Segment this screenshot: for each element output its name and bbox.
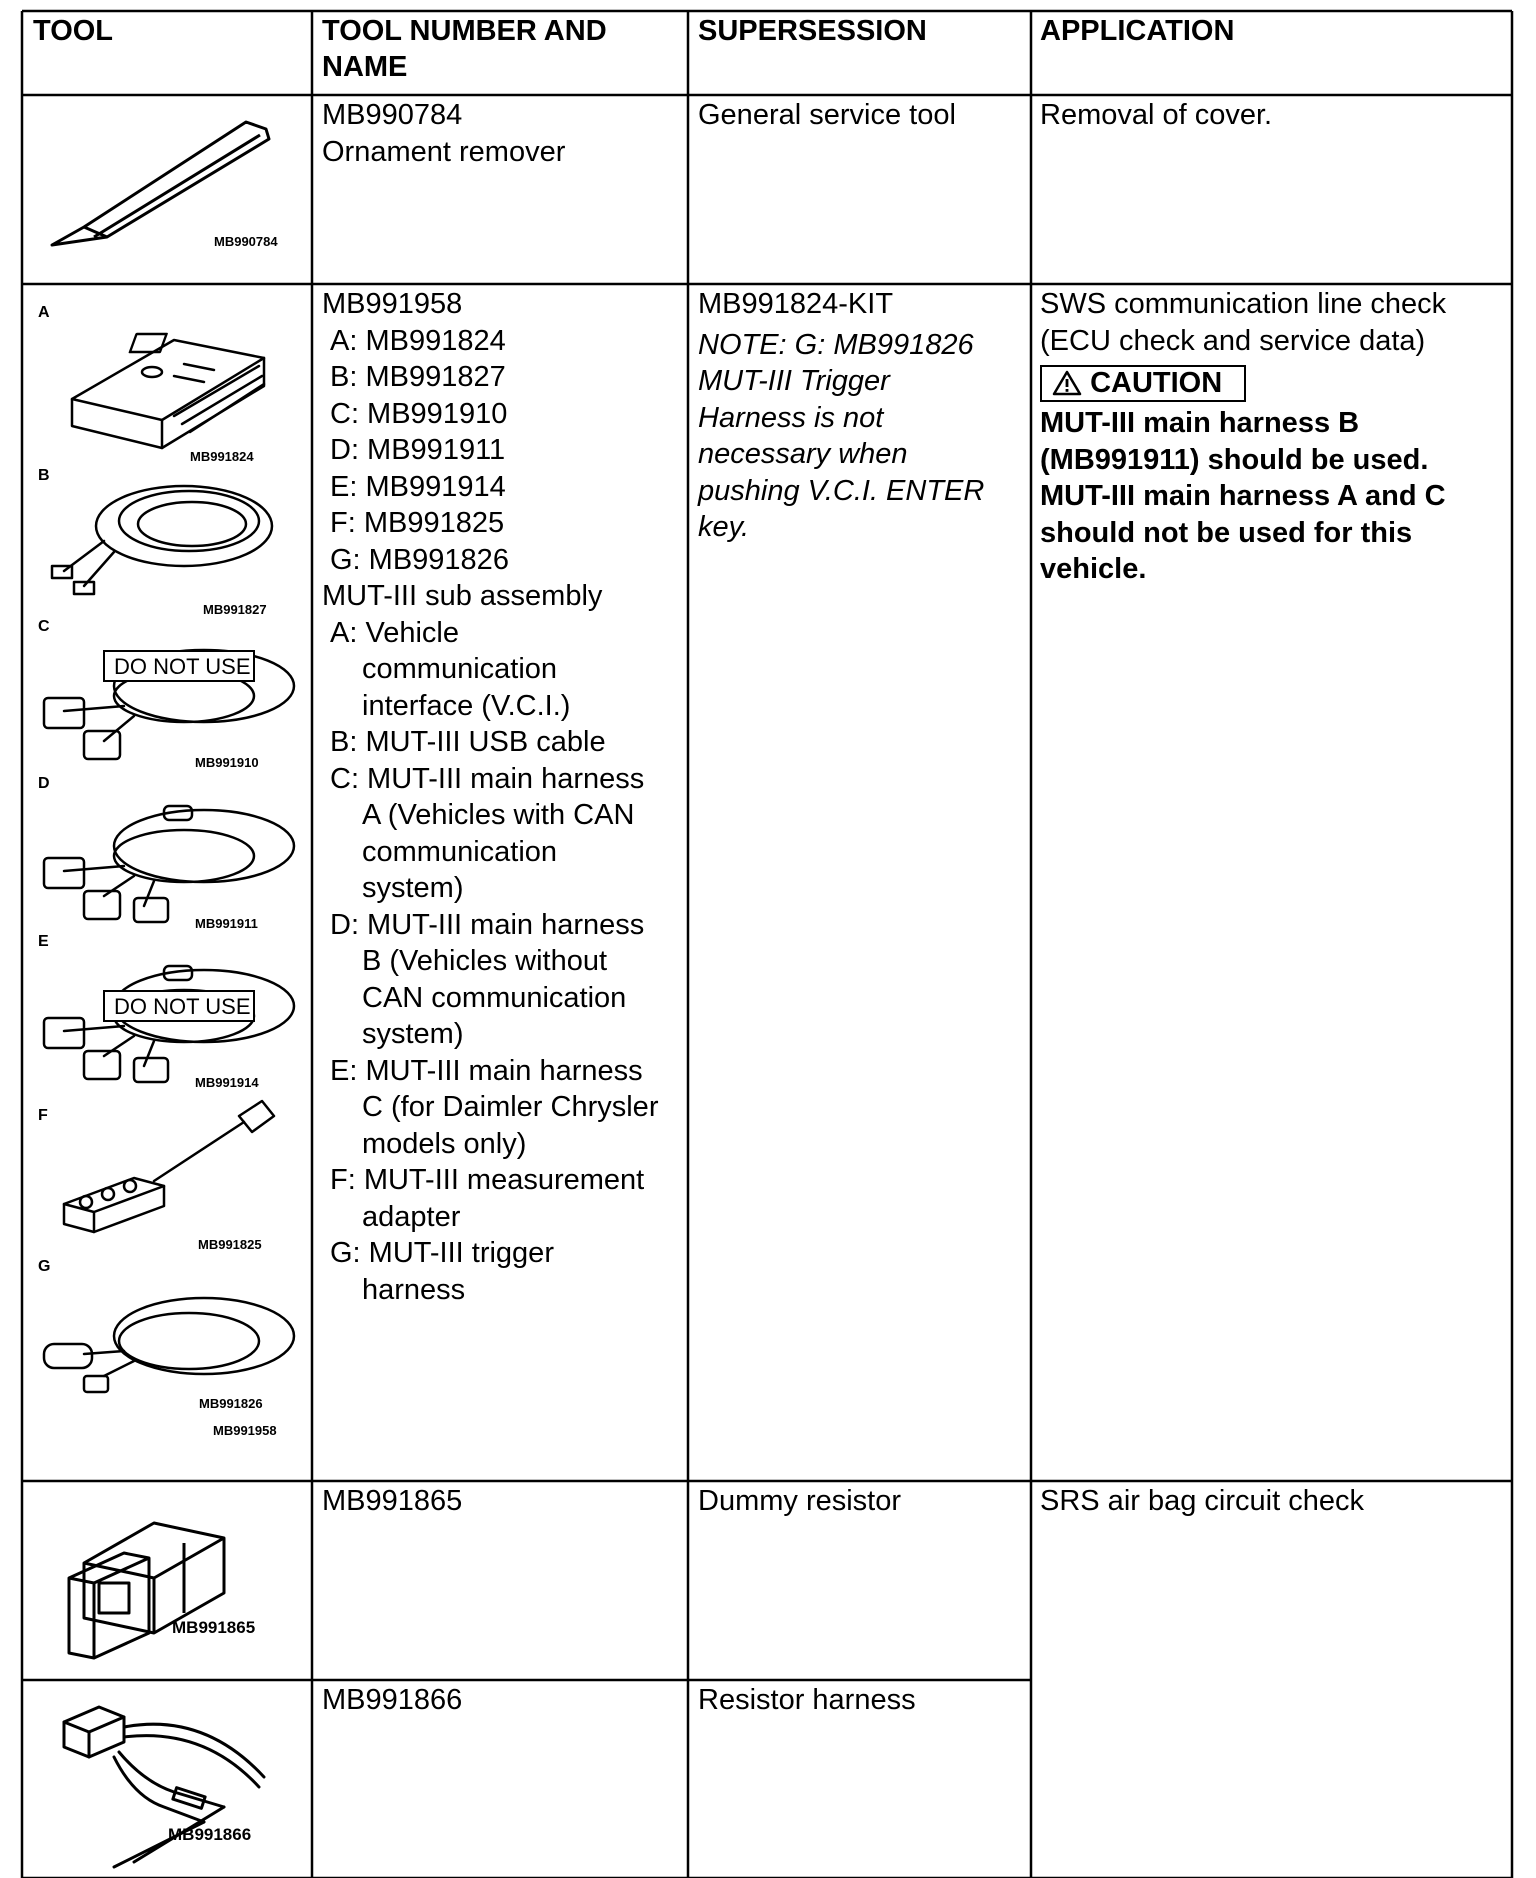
description-line: D: MUT-III main harness xyxy=(330,908,645,941)
row2-part-d: D: MB991911 xyxy=(330,434,506,466)
description-line: C: MUT-III main harness xyxy=(330,762,645,795)
caution-line: (MB991911) should be used. xyxy=(1040,443,1429,476)
dummy-resistor-illustration xyxy=(24,1483,310,1678)
trigger-harness-icon xyxy=(44,1298,294,1392)
description-line: models only) xyxy=(362,1127,527,1160)
dummy-resistor-icon xyxy=(69,1523,224,1658)
caution-line: MUT-III main harness B xyxy=(1040,407,1360,439)
description-line: F: MUT-III measurement xyxy=(330,1164,645,1196)
note-line: NOTE: G: MB991826 xyxy=(698,328,974,361)
tool-caption-mb991914: MB991914 xyxy=(195,1075,259,1090)
measurement-adapter-icon xyxy=(64,1101,274,1232)
tool-caption-mb991865: MB991865 xyxy=(172,1618,256,1637)
row2-part-g: G: MB991826 xyxy=(330,543,509,576)
description-line: B (Vehicles without xyxy=(362,945,608,977)
description-line: B: MUT-III USB cable xyxy=(330,726,606,758)
note-line: MUT-III Trigger xyxy=(698,365,890,397)
row1-supersession: General service tool xyxy=(698,99,956,131)
application-line: (ECU check and service data) xyxy=(1040,324,1426,357)
mut3-set-illustration xyxy=(24,286,310,1479)
tool-letter-f: F xyxy=(38,1107,48,1124)
description-line: communication xyxy=(362,653,558,685)
row4-supersession: Resistor harness xyxy=(698,1684,916,1716)
tool-letter-g: G xyxy=(38,1258,51,1275)
usb-cable-icon xyxy=(52,486,272,594)
caution-text xyxy=(1040,405,1446,588)
header-tool: TOOL xyxy=(33,15,114,47)
row3-supersession: Dummy resistor xyxy=(698,1485,902,1517)
row2-number: MB991958 xyxy=(322,288,463,320)
tool-caption-mb991866: MB991866 xyxy=(168,1825,252,1844)
tool-letter-c: C xyxy=(38,618,50,635)
do-not-use-text-e: DO NOT USE xyxy=(114,994,251,1019)
row2-supersession xyxy=(698,286,984,546)
tool-letter-a: A xyxy=(38,304,50,321)
tool-caption-mb991911: MB991911 xyxy=(195,916,258,931)
tool-letter-d: D xyxy=(38,775,50,792)
tool-caption-mb990784: MB990784 xyxy=(214,234,278,249)
description-line: A (Vehicles with CAN xyxy=(362,799,635,831)
row2-part-a: A: MB991824 xyxy=(330,324,506,357)
description-line: communication xyxy=(362,835,558,868)
row3-application: SRS air bag circuit check xyxy=(1040,1485,1364,1517)
description-line: harness xyxy=(362,1273,466,1306)
caution-label: CAUTION xyxy=(1090,367,1223,399)
tool-caption-mb991825: MB991825 xyxy=(198,1237,262,1252)
caution-box xyxy=(1040,365,1246,402)
row1-name: Ornament remover xyxy=(322,135,566,168)
row1-tool-number xyxy=(322,97,565,170)
tool-caption-set-mb991958: MB991958 xyxy=(213,1423,277,1438)
row3-tool-number: MB991865 xyxy=(322,1485,463,1517)
description-line: system) xyxy=(362,1018,464,1050)
row1-number: MB990784 xyxy=(322,99,463,131)
note-line: key. xyxy=(698,511,750,543)
description-line: G: MUT-III trigger xyxy=(330,1237,554,1269)
row2-part-e: E: MB991914 xyxy=(330,470,506,503)
description-line: A: Vehicle xyxy=(330,616,459,649)
ornament-remover-illustration xyxy=(24,97,310,282)
header-application: APPLICATION xyxy=(1040,15,1235,47)
do-not-use-stamp-e xyxy=(104,991,254,1021)
tool-caption-mb991827: MB991827 xyxy=(203,602,267,617)
row2-application xyxy=(1040,286,1446,588)
note-line: Harness is not xyxy=(698,401,884,434)
row2-note xyxy=(698,327,984,546)
tool-caption-mb991826: MB991826 xyxy=(199,1396,263,1411)
description-line: E: MUT-III main harness xyxy=(330,1054,643,1087)
main-harness-c-icon xyxy=(44,966,294,1082)
ornament-remover-icon xyxy=(52,122,269,245)
description-line: adapter xyxy=(362,1200,461,1233)
note-line: pushing V.C.I. ENTER xyxy=(698,474,985,507)
header-tool-number xyxy=(322,13,607,85)
header-tool-number-line-2: NAME xyxy=(322,51,408,83)
row1-application: Removal of cover. xyxy=(1040,99,1273,131)
do-not-use-stamp-c xyxy=(104,651,254,681)
caution-line: vehicle. xyxy=(1040,553,1147,585)
header-supersession: SUPERSESSION xyxy=(698,15,927,47)
description-line: interface (V.C.I.) xyxy=(362,689,571,722)
row2-sub-assembly: MUT-III sub assembly xyxy=(322,580,603,612)
main-harness-b-icon xyxy=(44,806,294,922)
caution-line: should not be used for this xyxy=(1040,516,1413,549)
tool-letter-b: B xyxy=(38,467,50,484)
description-line: system) xyxy=(362,872,464,904)
description-line: C (for Daimler Chrysler xyxy=(362,1091,659,1123)
vci-icon xyxy=(72,334,264,448)
tool-caption-mb991910: MB991910 xyxy=(195,755,259,770)
caution-line: MUT-III main harness A and C xyxy=(1040,480,1446,512)
warning-triangle-icon xyxy=(1052,370,1082,396)
row2-part-c: C: MB991910 xyxy=(330,397,508,430)
tool-caption-mb991824: MB991824 xyxy=(190,449,254,464)
row4-tool-number: MB991866 xyxy=(322,1684,463,1716)
note-line: necessary when xyxy=(698,438,908,470)
do-not-use-text-c: DO NOT USE xyxy=(114,654,251,679)
row2-description-list xyxy=(322,615,658,1309)
description-line: CAN communication xyxy=(362,981,627,1014)
resistor-harness-illustration xyxy=(24,1682,310,1876)
row2-supersession-kit: MB991824-KIT xyxy=(698,288,894,320)
tool-letter-e: E xyxy=(38,933,49,950)
header-tool-number-line-1: TOOL NUMBER AND xyxy=(322,15,607,47)
application-line: SWS communication line check xyxy=(1040,288,1447,320)
row2-part-b: B: MB991827 xyxy=(330,361,506,393)
row2-part-f: F: MB991825 xyxy=(330,507,505,539)
row2-tool-number xyxy=(322,286,658,1308)
